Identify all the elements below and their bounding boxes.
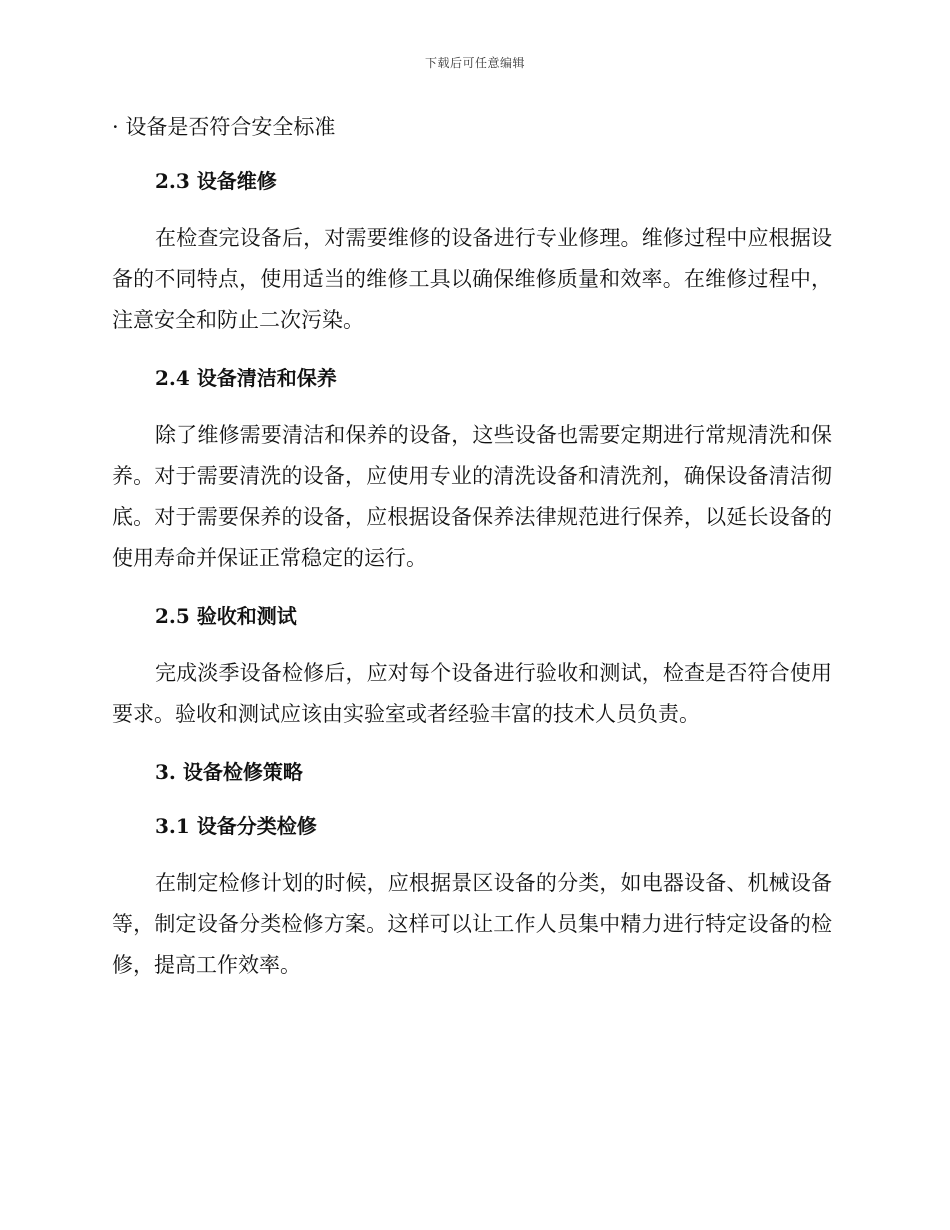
paragraph-2-3: 在检查完设备后，对需要维修的设备进行专业修理。维修过程中应根据设备的不同特点，使用适当的维修工具以确保维修质量和效率。在维修过程中，注意安全和防止二次污染。: [112, 226, 832, 332]
heading-2-3: 2.3 设备维修: [155, 169, 277, 193]
paragraph-3-1: 在制定检修计划的时候，应根据景区设备的分类，如电器设备、机械设备等，制定设备分类检修方案。这样可以让工作人员集中精力进行特定设备的检修，提高工作效率。: [112, 871, 832, 977]
paragraph-2-5: 完成淡季设备检修后，应对每个设备进行验收和测试，检查是否符合使用要求。验收和测试应该由实验室或者经验丰富的技术人员负责。: [112, 661, 832, 726]
heading-2-4: 2.4 设备清洁和保养: [155, 366, 337, 390]
heading-3-1: 3.1 设备分类检修: [155, 814, 317, 838]
document-body: [112, 110, 832, 1006]
heading-3: 3. 设备检修策略: [155, 760, 303, 784]
paragraph-2-4: 除了维修需要清洁和保养的设备，这些设备也需要定期进行常规清洗和保养。对于需要清洗的设备，应使用专业的清洗设备和清洗剂，确保设备清洁彻底。对于需要保养的设备，应根据设备保养法律规范进行保养，以延长设备的使用寿命并保证正常稳定的运行。: [112, 423, 832, 570]
heading-2-5: 2.5 验收和测试: [155, 604, 297, 628]
header-note: 下载后可任意编辑: [424, 56, 525, 70]
bullet-safety-standard: · 设备是否符合安全标准: [112, 115, 336, 139]
